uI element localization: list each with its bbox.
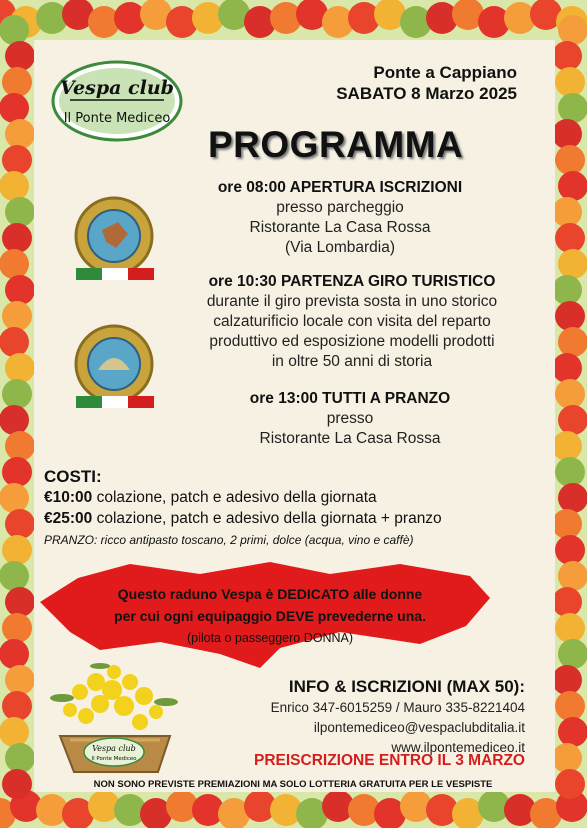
flower-decoration [2, 769, 32, 799]
flower-decoration [0, 639, 29, 669]
event-line: Ristorante La Casa Rossa [249, 219, 431, 236]
flower-decoration [0, 561, 29, 591]
event-line: durante il giro prevista sosta in uno storico [206, 293, 498, 310]
event-line: Ristorante La Casa Rossa [259, 430, 441, 447]
event-heading: ore 13:00 TUTTI A PRANZO [249, 390, 451, 407]
event-heading: ore 08:00 APERTURA ISCRIZIONI [217, 179, 463, 196]
event-line: presso [326, 410, 374, 427]
event-block-1 [170, 178, 510, 258]
banner-line-2: per cui ogni equipaggio DEVE prevederne una. [114, 608, 426, 624]
flower-decoration [0, 327, 29, 357]
flower-decoration [0, 15, 29, 45]
svg-text:Vespa club: Vespa club [92, 744, 136, 753]
deadline-text: PREISCRIZIONE ENTRO IL 3 MARZO [254, 752, 525, 769]
flower-decoration [555, 769, 585, 799]
date-text: SABATO 8 Marzo 2025 [336, 84, 517, 103]
flower-decoration [0, 483, 29, 513]
cost-desc: colazione, patch e adesivo della giornata + pranzo [92, 510, 442, 527]
cost-price: €25:00 [44, 510, 93, 527]
location-text: Ponte a Cappiano [373, 63, 517, 82]
banner-line-3: (pilota o passeggero DONNA) [186, 631, 354, 645]
page-title: PROGRAMMA [208, 124, 464, 165]
mimosa-basket-image [40, 652, 190, 778]
flower-decoration [0, 249, 29, 279]
svg-text:Il Ponte Mediceo: Il Ponte Mediceo [91, 756, 137, 762]
banner-line-1: Questo raduno Vespa è DEDICATO alle donne [117, 586, 423, 602]
banner-text [78, 583, 462, 649]
vespa-club-logo [50, 60, 184, 142]
event-line: produttivo ed esposizione modelli prodotti [209, 333, 495, 350]
flower-decoration [0, 171, 29, 201]
cost-price: €10:00 [44, 489, 93, 506]
costs-section [44, 466, 442, 551]
vespa-club-italia-badge [66, 192, 162, 288]
info-heading: INFO & ISCRIZIONI (MAX 50): [288, 677, 525, 696]
svg-text:Vespa club: Vespa club [60, 77, 174, 99]
flower-decoration [0, 405, 29, 435]
info-phones: Enrico 347-6015259 / Mauro 335-8221404 [270, 700, 525, 715]
info-website[interactable]: www.ilpontemediceo.it [391, 740, 525, 755]
lunch-note: PRANZO: ricco antipasto toscano, 2 primi, dolce (acqua, vino e caffè) [44, 533, 414, 547]
event-line: (Via Lombardia) [285, 239, 395, 256]
info-email[interactable]: ilpontemediceo@vespaclubditalia.it [313, 720, 525, 735]
vespa-club-italia-badge-2 [66, 320, 162, 416]
costs-heading: COSTI: [44, 467, 102, 486]
footer-note: NON SONO PREVISTE PREMIAZIONI MA SOLO LOTTERIA GRATUITA PER LE VESPISTE [93, 779, 493, 790]
header-location [336, 62, 517, 104]
event-line: presso parcheggio [276, 199, 404, 216]
cost-item [44, 487, 442, 508]
flower-decoration [0, 93, 29, 123]
event-block-3 [200, 389, 500, 449]
event-line: calzaturificio locale con visita del reparto [213, 313, 491, 330]
cost-item [44, 508, 442, 529]
event-block-2 [172, 272, 532, 372]
event-line: in oltre 50 anni di storia [271, 353, 433, 370]
event-heading: ore 10:30 PARTENZA GIRO TURISTICO [208, 273, 496, 290]
svg-text:Il Ponte Mediceo: Il Ponte Mediceo [63, 111, 171, 126]
flower-decoration [0, 717, 29, 747]
cost-desc: colazione, patch e adesivo della giornata [92, 489, 377, 506]
info-contacts [271, 698, 525, 758]
